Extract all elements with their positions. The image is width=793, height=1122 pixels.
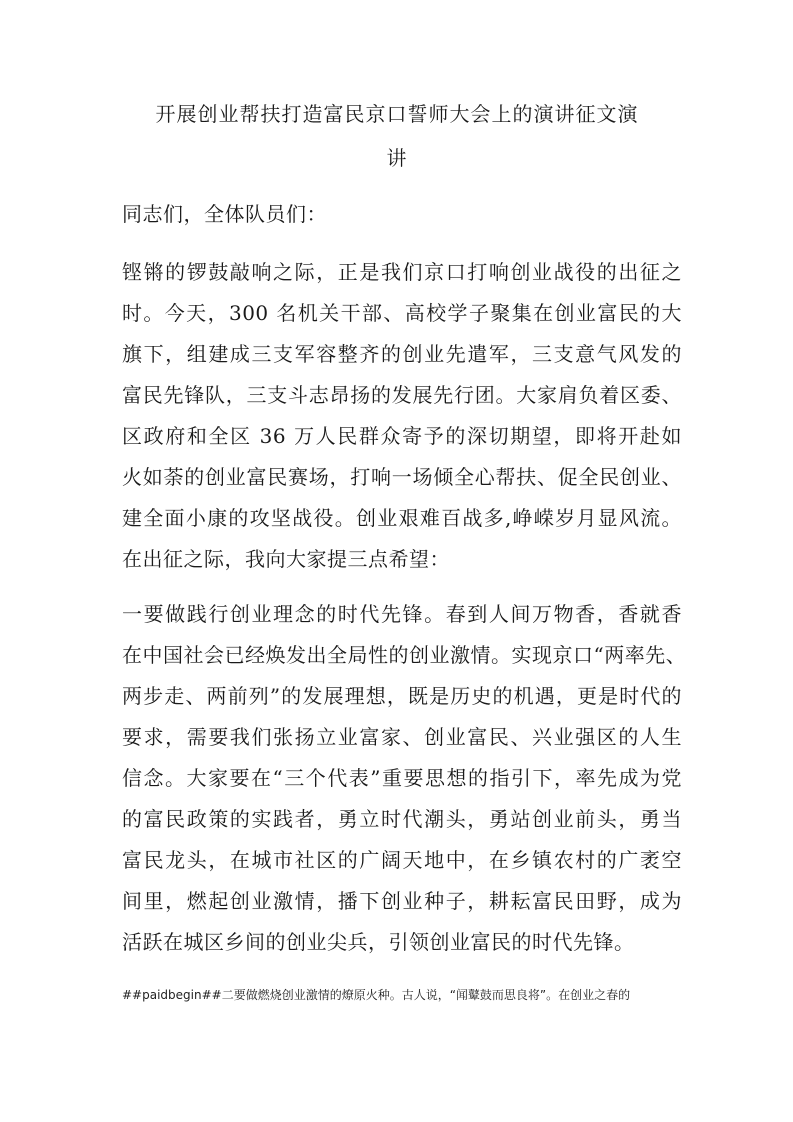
paid-content-footer-line: ##paidbegin##二要做燃烧创业激情的燎原火种。古人说，“闻鼙鼓而思良将”。在创业之春的: [122, 988, 631, 1002]
first-point-line: 活跃在城区乡间的创业尖兵，引领创业富民的时代先锋。: [122, 930, 635, 954]
document-title-line-2: 讲: [386, 146, 408, 170]
intro-line: 建全面小康的攻坚战役。创业艰难百战多,峥嵘岁月显风流。: [122, 506, 682, 530]
greeting-paragraph: [122, 204, 682, 224]
intro-line: 区政府和全区 36 万人民群众寄予的深切期望，即将开赴如: [122, 424, 682, 448]
intro-line: 火如荼的创业富民赛场，打响一场倾全心帮扶、促全民创业、: [122, 465, 682, 489]
first-point-line: 的富民政策的实践者，勇立时代潮头，勇站创业前头，勇当: [122, 807, 682, 831]
first-point-line: 两步走、两前列”的发展理想，既是历史的机遇，更是时代的: [122, 684, 682, 708]
first-point-line: 要求，需要我们张扬立业富家、创业富民、兴业强区的人生: [122, 725, 682, 749]
first-point-line: 富民龙头，在城市社区的广阔天地中，在乡镇农村的广袤空: [122, 848, 682, 872]
intro-paragraph: [122, 262, 682, 590]
intro-line: 在出征之际，我向大家提三点希望：: [122, 547, 450, 571]
intro-line: 时。今天，300 名机关干部、高校学子聚集在创业富民的大: [122, 301, 682, 325]
first-point-line: 一要做践行创业理念的时代先锋。春到人间万物香，香就香: [122, 602, 682, 626]
intro-line: 旗下，组建成三支军容整齐的创业先遣军，三支意气风发的: [122, 342, 682, 366]
first-point-line: 在中国社会已经焕发出全局性的创业激情。实现京口“两率先、: [122, 643, 687, 667]
intro-line: 铿锵的锣鼓敲响之际，正是我们京口打响创业战役的出征之: [122, 260, 682, 284]
first-point-paragraph: [122, 602, 687, 973]
first-point-line: 信念。大家要在“三个代表”重要思想的指引下，率先成为党: [122, 766, 682, 790]
document-title-line-1: 开展创业帮扶打造富民京口誓师大会上的演讲征文演: [155, 102, 639, 126]
first-point-line: 间里，燃起创业激情，播下创业种子，耕耘富民田野，成为: [122, 889, 682, 913]
intro-line: 富民先锋队，三支斗志昂扬的发展先行团。大家肩负着区委、: [122, 383, 682, 407]
greeting-line: 同志们，全体队员们：: [122, 202, 327, 226]
